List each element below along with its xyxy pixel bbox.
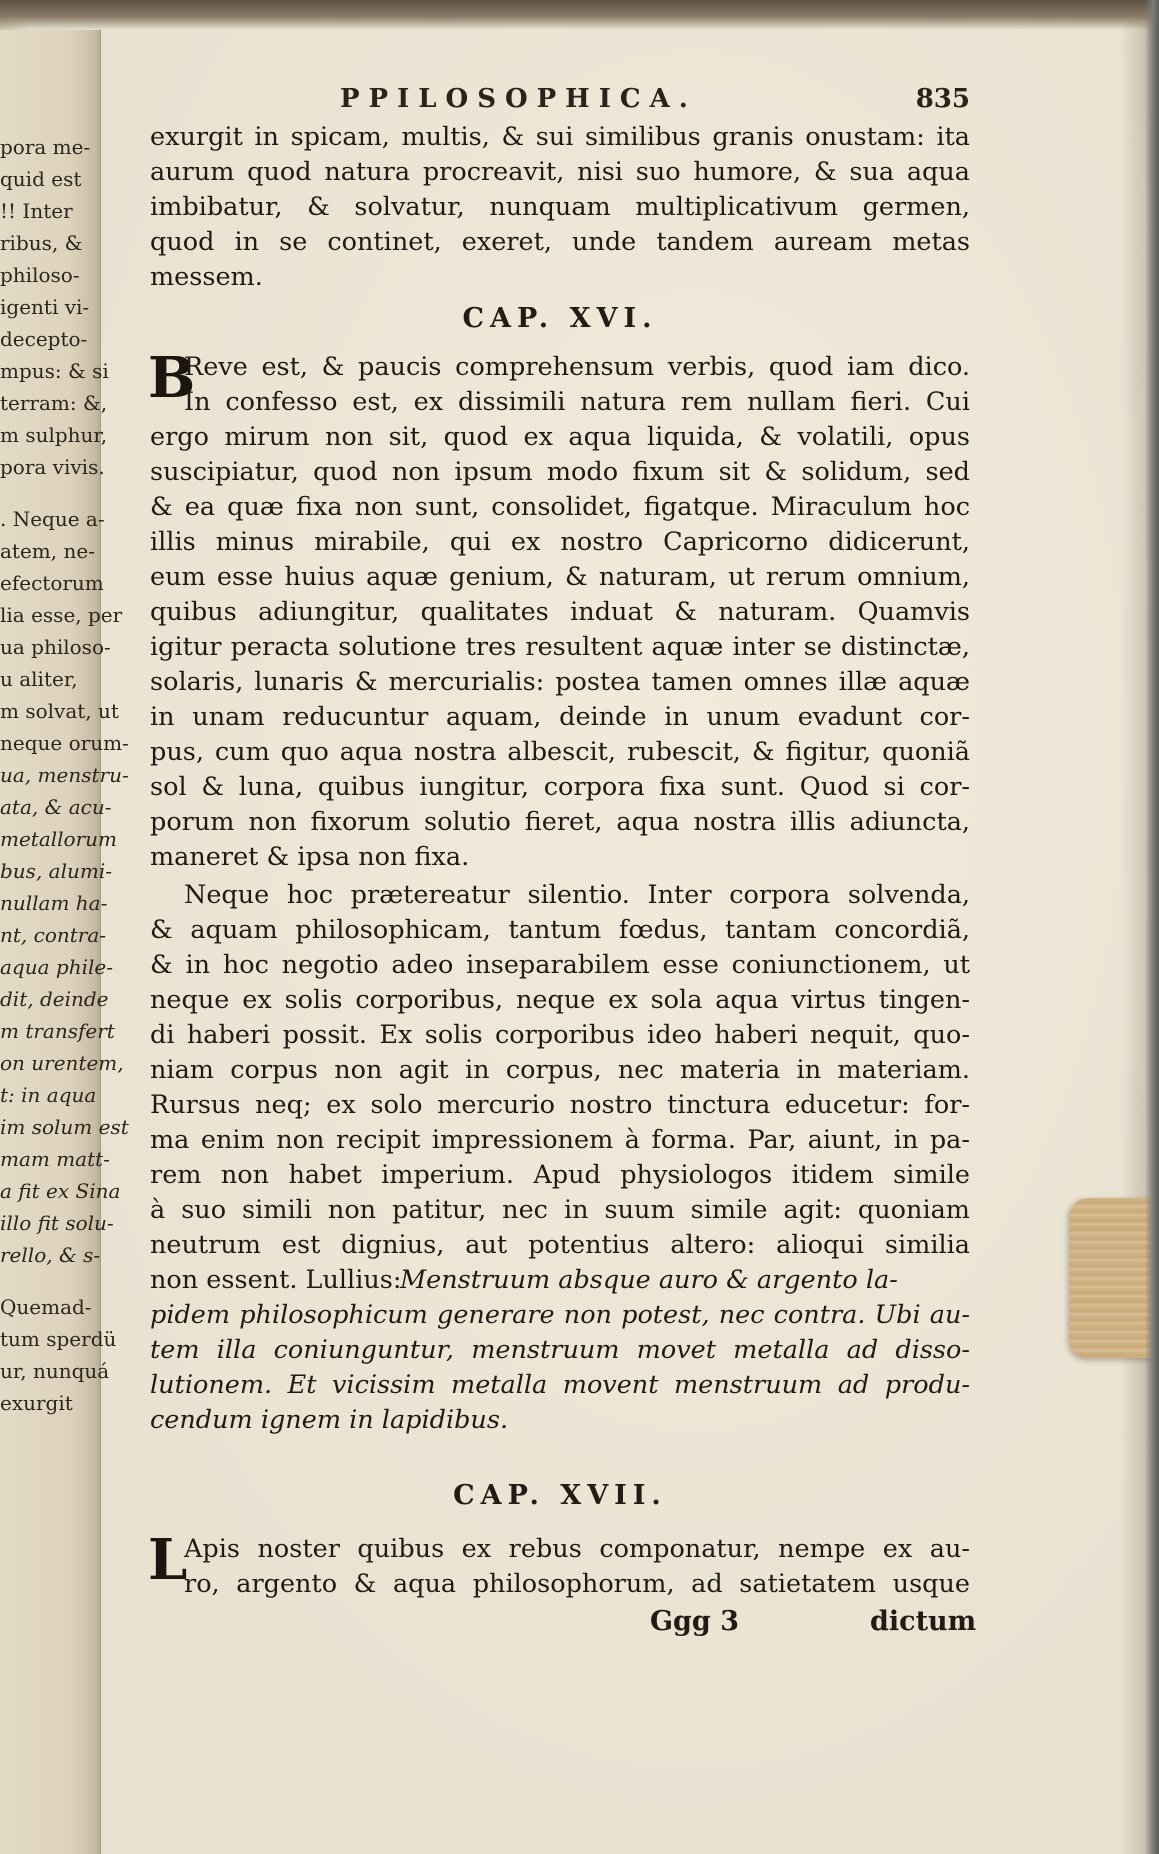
gutter-line: pora vivis. <box>0 455 105 479</box>
gutter-line: Quemad- <box>0 1295 92 1319</box>
gutter-line: . Neque a- <box>0 507 105 531</box>
text-line: & ea quæ fixa non sunt, consolidet, figatque. Miraculum hoc <box>150 492 970 522</box>
text-line: sol & luna, quibus iungitur, corpora fixa sunt. Quod si cor- <box>150 772 970 802</box>
text-line: niam corpus non agit in corpus, nec materia in materiam. <box>150 1055 970 1085</box>
running-head-title: PPILOSOPHICA. <box>340 84 697 114</box>
page-top-edge <box>0 0 1159 30</box>
text-line: ma enim non recipit impressionem à forma. Par, aiunt, in pa- <box>150 1125 970 1155</box>
gutter-line: decepto- <box>0 327 88 351</box>
gutter-line: terram: &, <box>0 391 108 415</box>
gutter-line: ribus, & <box>0 231 83 255</box>
text-line: porum non fixorum solutio fieret, aqua nostra illis adiuncta, <box>150 807 970 837</box>
gutter-line: igenti vi- <box>0 295 90 319</box>
gutter-line: u aliter, <box>0 667 78 691</box>
text-line: & in hoc negotio adeo inseparabilem esse coniunctionem, ut <box>150 950 970 980</box>
gutter-line: dit, deinde <box>0 987 109 1011</box>
text-line: igitur peracta solutione tres resultent aquæ inter se distinctæ, <box>150 632 970 662</box>
page-number: 835 <box>915 84 970 114</box>
quote-line: cendum ignem in lapidibus. <box>150 1405 509 1435</box>
gutter-line: bus, alumi- <box>0 859 112 883</box>
text-line: non essent. Lullius: <box>150 1265 402 1295</box>
gutter-line: illo fit solu- <box>0 1211 114 1235</box>
text-line: in unam reducuntur aquam, deinde in unum evadunt cor- <box>150 702 970 732</box>
gutter-line: !! Inter <box>0 199 73 223</box>
text-line: & aquam philosophicam, tantum fœdus, tantam concordiã, <box>150 915 970 945</box>
gutter-line: ata, & acu- <box>0 795 112 819</box>
text-line: In confesso est, ex dissimili natura rem nullam fieri. Cui <box>184 387 970 417</box>
text-line: quod in se continet, exeret, unde tandem auream metas <box>150 227 970 257</box>
text-line: Neque hoc prætereatur silentio. Inter corpora solvenda, <box>184 880 970 910</box>
chapter-heading: CAP. XVI. <box>462 303 658 334</box>
quote-line: Menstruum absque auro & argento la- <box>400 1265 898 1295</box>
signature-mark: Ggg 3 <box>650 1606 740 1637</box>
text-line: neque ex solis corporibus, neque ex sola aqua virtus tingen- <box>150 985 970 1015</box>
gutter-line: a fit ex Sina <box>0 1179 121 1203</box>
text-line: imbibatur, & solvatur, nunquam multiplicativum germen, <box>150 192 970 222</box>
gutter-line: rello, & s- <box>0 1243 101 1267</box>
gutter-line: m transfert <box>0 1019 115 1043</box>
gutter-line: aqua phile- <box>0 955 113 979</box>
running-head <box>150 84 970 118</box>
gutter-line: quid est <box>0 167 82 191</box>
text-line: pus, cum quo aqua nostra albescit, rubescit, & figitur, quoniã <box>150 737 970 767</box>
text-line: eum esse huius aquæ genium, & naturam, ut rerum omnium, <box>150 562 970 592</box>
text-line: exurgit in spicam, multis, & sui similibus granis onustam: ita <box>150 122 970 152</box>
drop-cap: B <box>148 345 196 411</box>
quote-line: lutionem. Et vicissim metalla movent menstruum ad produ- <box>150 1370 970 1400</box>
gutter-line: ua, menstru- <box>0 763 129 787</box>
gutter-line: nt, contra- <box>0 923 107 947</box>
gutter-line: ua philoso- <box>0 635 111 659</box>
catchword: dictum <box>870 1606 977 1637</box>
text-line: Apis noster quibus ex rebus componatur, nempe ex au- <box>184 1534 970 1564</box>
gutter-line: tum sperdü <box>0 1327 117 1351</box>
text-line: ro, argento & aqua philosophorum, ad satietatem usque <box>184 1569 970 1599</box>
text-line: quibus adiungitur, qualitates induat & naturam. Quamvis <box>150 597 970 627</box>
text-line: neutrum est dignius, aut potentius altero: alioqui similia <box>150 1230 970 1260</box>
chapter-heading: CAP. XVII. <box>453 1480 667 1511</box>
gutter-bleedthrough <box>0 30 129 1854</box>
text-line: messem. <box>150 262 263 292</box>
gutter-line: m sulphur, <box>0 423 108 447</box>
text-line: à suo simili non patitur, nec in suum simile agit: quoniam <box>150 1195 970 1225</box>
gutter-line: efectorum <box>0 571 104 595</box>
gutter-line: on urentem, <box>0 1051 124 1075</box>
gutter-line: pora me- <box>0 135 91 159</box>
quote-line: tem illa coniunguntur, menstruum movet metalla ad disso- <box>150 1335 970 1365</box>
text-line: di haberi possit. Ex solis corporibus ideo haberi nequit, quo- <box>150 1020 970 1050</box>
gutter-line: mam matt- <box>0 1147 110 1171</box>
text-line: ergo mirum non sit, quod ex aqua liquida, & volatili, opus <box>150 422 970 452</box>
gutter-line: exurgit <box>0 1391 73 1415</box>
drop-cap: L <box>148 1527 188 1593</box>
gutter-line: mpus: & si <box>0 359 109 383</box>
gutter-line: philoso- <box>0 263 80 287</box>
quote-line: pidem philosophicum generare non potest, nec contra. Ubi au- <box>150 1300 970 1330</box>
gutter-line: im solum est <box>0 1115 129 1139</box>
gutter-line: metallorum <box>0 827 118 851</box>
page-right-edge <box>1145 0 1159 1854</box>
gutter-line: m solvat, ut <box>0 699 119 723</box>
text-line: suscipiatur, quod non ipsum modo fixum sit & solidum, sed <box>150 457 970 487</box>
text-line: solaris, lunaris & mercurialis: postea tamen omnes illæ aquæ <box>150 667 970 697</box>
gutter-line: t: in aqua <box>0 1083 97 1107</box>
text-line: maneret & ipsa non fixa. <box>150 842 470 872</box>
gutter-line: lia esse, per <box>0 603 123 627</box>
text-line: Rursus neq; ex solo mercurio nostro tinctura educetur: for- <box>150 1090 970 1120</box>
text-line: illis minus mirabile, qui ex nostro Capricorno didicerunt, <box>150 527 970 557</box>
gutter-line: nullam ha- <box>0 891 108 915</box>
text-line: aurum quod natura procreavit, nisi suo humore, & sua aqua <box>150 157 970 187</box>
gutter-line: ur, nunquá <box>0 1359 110 1383</box>
gutter-line: atem, ne- <box>0 539 95 563</box>
text-line: rem non habet imperium. Apud physiologos itidem simile <box>150 1160 970 1190</box>
gutter-line: neque orum- <box>0 731 129 755</box>
text-line: Reve est, & paucis comprehensum verbis, quod iam dico. <box>184 352 970 382</box>
